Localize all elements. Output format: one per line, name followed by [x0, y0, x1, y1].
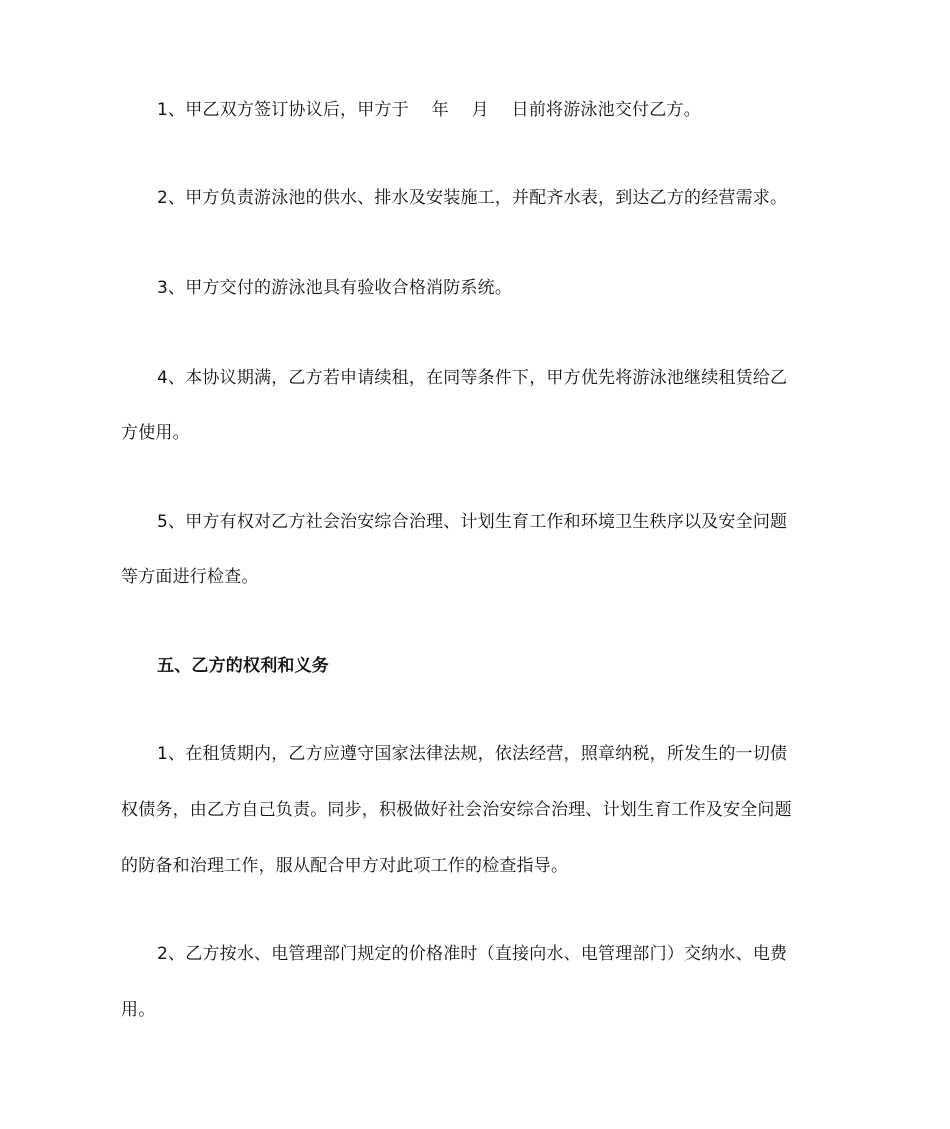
paragraph-party-a-1: 1、甲乙双方签订协议后，甲方于 年 月 日前将游泳池交付乙方。 — [157, 100, 701, 120]
paragraph-party-b-1-line-1: 1、在租赁期内，乙方应遵守国家法律法规，依法经营，照章纳税，所发生的一切债 — [157, 744, 788, 764]
paragraph-party-b-2-line-1: 2、乙方按水、电管理部门规定的价格准时（直接向水、电管理部门）交纳水、电费 — [157, 944, 788, 964]
section-5-heading: 五、乙方的权利和义务 — [157, 656, 329, 676]
paragraph-party-b-1-line-3: 的防备和治理工作，服从配合甲方对此项工作的检查指导。 — [121, 856, 569, 876]
paragraph-party-a-5-line-1: 5、甲方有权对乙方社会治安综合治理、计划生育工作和环境卫生秩序以及安全问题 — [157, 512, 788, 532]
paragraph-party-b-2-line-2: 用。 — [121, 1000, 156, 1020]
paragraph-party-b-1-line-2: 权债务，由乙方自己负责。同步，积极做好社会治安综合治理、计划生育工作及安全问题 — [121, 800, 792, 820]
paragraph-party-a-5-line-2: 等方面进行检查。 — [121, 567, 259, 587]
paragraph-party-a-4-line-1: 4、本协议期满，乙方若申请续租，在同等条件下，甲方优先将游泳池继续租赁给乙 — [157, 368, 788, 388]
paragraph-party-a-4-line-2: 方使用。 — [121, 423, 190, 443]
paragraph-party-a-3: 3、甲方交付的游泳池具有验收合格消防系统。 — [157, 278, 513, 298]
paragraph-party-a-2: 2、甲方负责游泳池的供水、排水及安装施工，并配齐水表，到达乙方的经营需求。 — [157, 188, 788, 208]
